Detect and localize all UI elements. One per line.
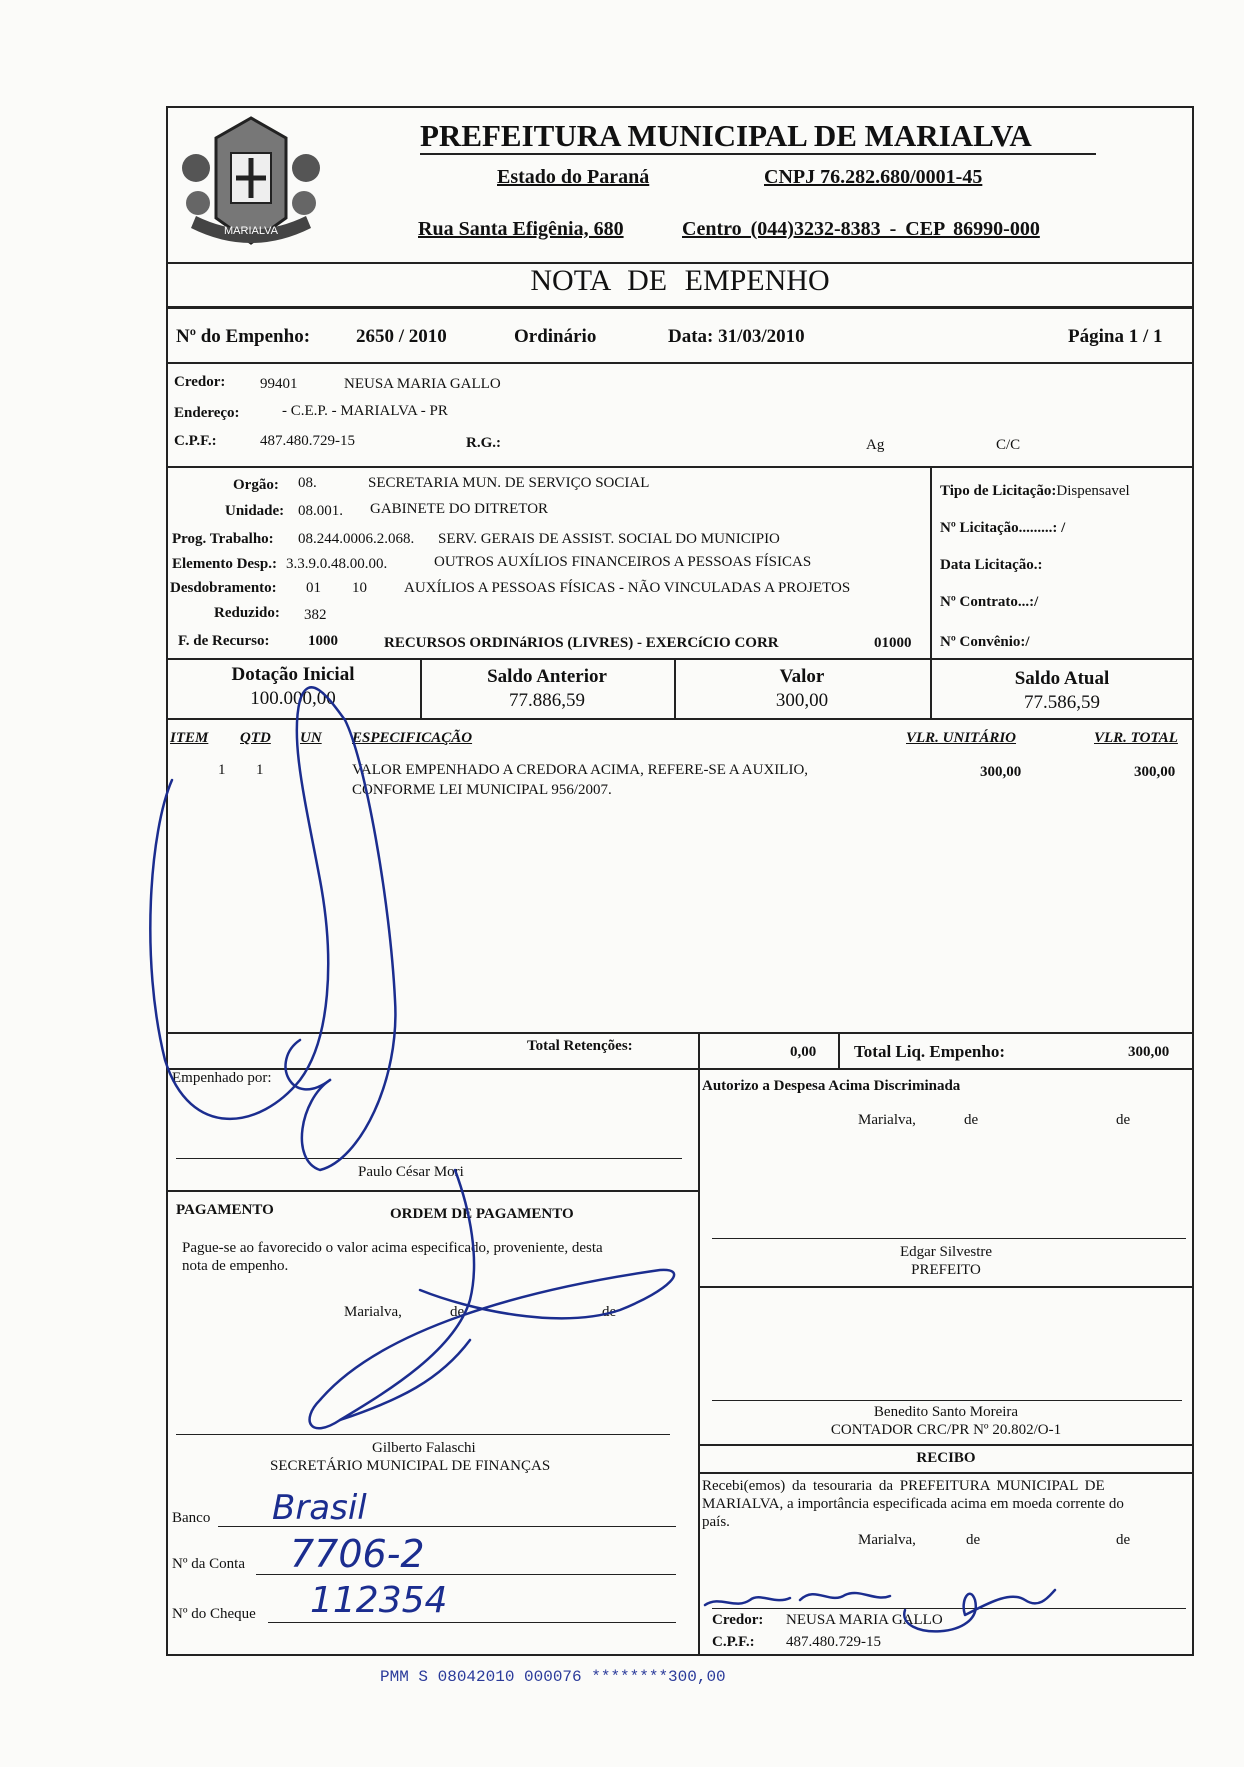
orgao-label: Orgão: (233, 477, 279, 493)
secretario-role: SECRETÁRIO MUNICIPAL DE FINANÇAS (270, 1458, 551, 1474)
prog-code: 08.244.0006.2.068. (298, 531, 415, 547)
total-retencoes-label: Total Retenções: (527, 1038, 633, 1054)
secretario-name: Gilberto Falaschi (372, 1440, 476, 1456)
col-un: UN (300, 730, 322, 746)
pagamento-text-line1: Pague-se ao favorecido o valor acima especificado, proveniente, desta (182, 1240, 603, 1256)
num-licitacao: Nº Licitação.........: / (940, 520, 1066, 536)
ag-label: Ag (866, 437, 885, 453)
fonte-recurso: RECURSOS ORDINáRIOS (LIVRES) - EXERCíCIO CORR (384, 635, 779, 651)
recibo-text-line2: MARIALVA, a importância especificada acima em moeda corrente do (702, 1496, 1124, 1512)
desdobramento: AUXÍLIOS A PESSOAS FÍSICAS - NÃO VINCULADAS A PROJETOS (404, 580, 851, 596)
prefeito-name: Edgar Silvestre (899, 1244, 993, 1260)
recibo-text-line1: Recebi(emos) da tesouraria da PREFEITURA MUNICIPAL DE (702, 1478, 1105, 1494)
unidade-label: Unidade: (225, 503, 285, 519)
item-spec-line1: VALOR EMPENHADO A CREDORA ACIMA, REFERE-SE A AUXILIO, (352, 762, 809, 778)
credor-label: Credor: (174, 374, 226, 390)
recibo-title: RECIBO (916, 1450, 976, 1466)
valor-label: Valor (779, 666, 825, 687)
org-title: PREFEITURA MUNICIPAL DE MARIALVA (420, 118, 1032, 153)
empenho-num: 2650 / 2010 (356, 326, 447, 347)
col-qtd: QTD (240, 730, 271, 746)
desdobramento-a: 01 (306, 580, 321, 596)
saldo-anterior: 77.886,59 (509, 690, 585, 711)
pagamento-de1: de (450, 1304, 465, 1320)
total-retencoes: 0,00 (790, 1044, 817, 1060)
col-item: ITEM (170, 730, 209, 746)
dotacao-inicial: 100.000,00 (250, 688, 336, 709)
data-licitacao: Data Licitação.: (940, 557, 1043, 573)
ordem-pagamento-label: ORDEM DE PAGAMENTO (390, 1206, 574, 1222)
doc-title: NOTA DE EMPENHO (530, 264, 830, 297)
saldo-atual-label: Saldo Atual (1014, 668, 1110, 689)
fonte-recurso-label: F. de Recurso: (178, 633, 270, 649)
saldo-atual: 77.586,59 (1024, 692, 1100, 713)
tipo-licitacao: Dispensavel (1056, 483, 1130, 499)
pagamento-label: PAGAMENTO (176, 1202, 274, 1218)
recibo-city: Marialva, (858, 1532, 916, 1548)
orgao: SECRETARIA MUN. DE SERVIÇO SOCIAL (368, 475, 650, 491)
banco-label: Banco (172, 1510, 211, 1526)
cpf-label: C.P.F.: (174, 433, 217, 449)
autorizo-de1: de (964, 1112, 979, 1128)
desdobramento-label: Desdobramento: (170, 580, 277, 596)
recibo-de1: de (966, 1532, 981, 1548)
unidade-code: 08.001. (298, 503, 343, 519)
autorizo-city: Marialva, (858, 1112, 916, 1128)
tipo-licitacao-label: Tipo de Licitação:Dispensavel (940, 483, 1130, 499)
banco-value: Brasil (272, 1488, 367, 1528)
item-qtd: 1 (256, 762, 264, 778)
total-liq-label: Total Liq. Empenho: (854, 1042, 1005, 1061)
empenho-pagina: Página 1 / 1 (1068, 326, 1163, 347)
cnpj: CNPJ 76.282.680/0001-45 (764, 166, 983, 188)
credor-name: NEUSA MARIA GALLO (344, 376, 501, 392)
rg-label: R.G.: (466, 435, 501, 451)
conta-label: Nº da Conta (172, 1556, 245, 1572)
cpf: 487.480.729-15 (260, 433, 355, 449)
crest-banner: MARIALVA (224, 225, 278, 237)
fonte-recurso-code2: 01000 (874, 635, 912, 651)
prefeito-role: PREFEITO (911, 1262, 981, 1278)
reduzido-label: Reduzido: (214, 605, 280, 621)
empenhado-por-name: Paulo César Mori (358, 1164, 464, 1180)
elemento-code: 3.3.9.0.48.00.00. (286, 556, 388, 572)
state-name: Estado do Paraná (497, 166, 650, 188)
contador-role: CONTADOR CRC/PR Nº 20.802/O-1 (830, 1422, 1062, 1438)
item-unit-value: 300,00 (980, 764, 1022, 780)
valor: 300,00 (775, 690, 829, 711)
item-number: 1 (218, 762, 226, 778)
total-liq: 300,00 (1128, 1044, 1170, 1060)
autorizo-label: Autorizo a Despesa Acima Discriminada (702, 1078, 961, 1094)
autorizo-de2: de (1116, 1112, 1131, 1128)
dotacao-inicial-label: Dotação Inicial (231, 664, 355, 685)
reduzido: 382 (304, 607, 327, 623)
pagamento-de2: de (602, 1304, 617, 1320)
pagamento-text-line2: nota de empenho. (182, 1258, 289, 1274)
elemento: OUTROS AUXÍLIOS FINANCEIROS A PESSOAS FÍSICAS (434, 554, 812, 570)
address-rest: Centro (044)3232-8383 - CEP 86990-000 (682, 218, 1040, 240)
desdobramento-b: 10 (352, 580, 367, 596)
fonte-recurso-code: 1000 (308, 633, 338, 649)
elemento-label: Elemento Desp.: (172, 556, 277, 572)
pagamento-city: Marialva, (344, 1304, 402, 1320)
item-spec-line2: CONFORME LEI MUNICIPAL 956/2007. (352, 782, 612, 798)
cc-label: C/C (996, 437, 1021, 453)
recibo-text-line3: país. (702, 1514, 730, 1530)
num-convenio: Nº Convênio:/ (940, 634, 1030, 650)
saldo-anterior-label: Saldo Anterior (487, 666, 607, 687)
col-vlr-total: VLR. TOTAL (1094, 730, 1178, 746)
recibo-credor: NEUSA MARIA GALLO (786, 1612, 943, 1628)
footer-stamp: PMM S 08042010 000076 ********300,00 (380, 1668, 726, 1686)
street: Rua Santa Efigênia, 680 (418, 218, 624, 240)
orgao-code: 08. (298, 475, 317, 491)
recibo-cpf-label: C.P.F.: (712, 1634, 755, 1650)
empenho-tipo: Ordinário (514, 326, 597, 347)
recibo-cpf: 487.480.729-15 (786, 1634, 881, 1650)
empenho-data: Data: 31/03/2010 (668, 326, 805, 347)
credor-code: 99401 (260, 376, 298, 392)
empenhado-por-label: Empenhado por: (172, 1070, 272, 1086)
conta-value: 7706-2 (290, 1532, 425, 1576)
prog: SERV. GERAIS DE ASSIST. SOCIAL DO MUNICIPIO (438, 531, 780, 547)
contador-name: Benedito Santo Moreira (873, 1404, 1019, 1420)
prog-label: Prog. Trabalho: (172, 531, 274, 547)
num-contrato: Nº Contrato...:/ (940, 594, 1039, 610)
unidade: GABINETE DO DITRETOR (370, 501, 549, 517)
cheque-label: Nº do Cheque (172, 1606, 256, 1622)
endereco: - C.E.P. - MARIALVA - PR (282, 403, 448, 419)
recibo-de2: de (1116, 1532, 1131, 1548)
cheque-value: 112354 (310, 1580, 448, 1621)
endereco-label: Endereço: (174, 405, 240, 421)
item-total-value: 300,00 (1134, 764, 1176, 780)
empenho-num-label: Nº do Empenho: (176, 326, 311, 347)
col-especificacao: ESPECIFICAÇÃO (352, 730, 473, 746)
col-vlr-unitario: VLR. UNITÁRIO (906, 730, 1017, 746)
recibo-credor-label: Credor: (712, 1612, 764, 1628)
